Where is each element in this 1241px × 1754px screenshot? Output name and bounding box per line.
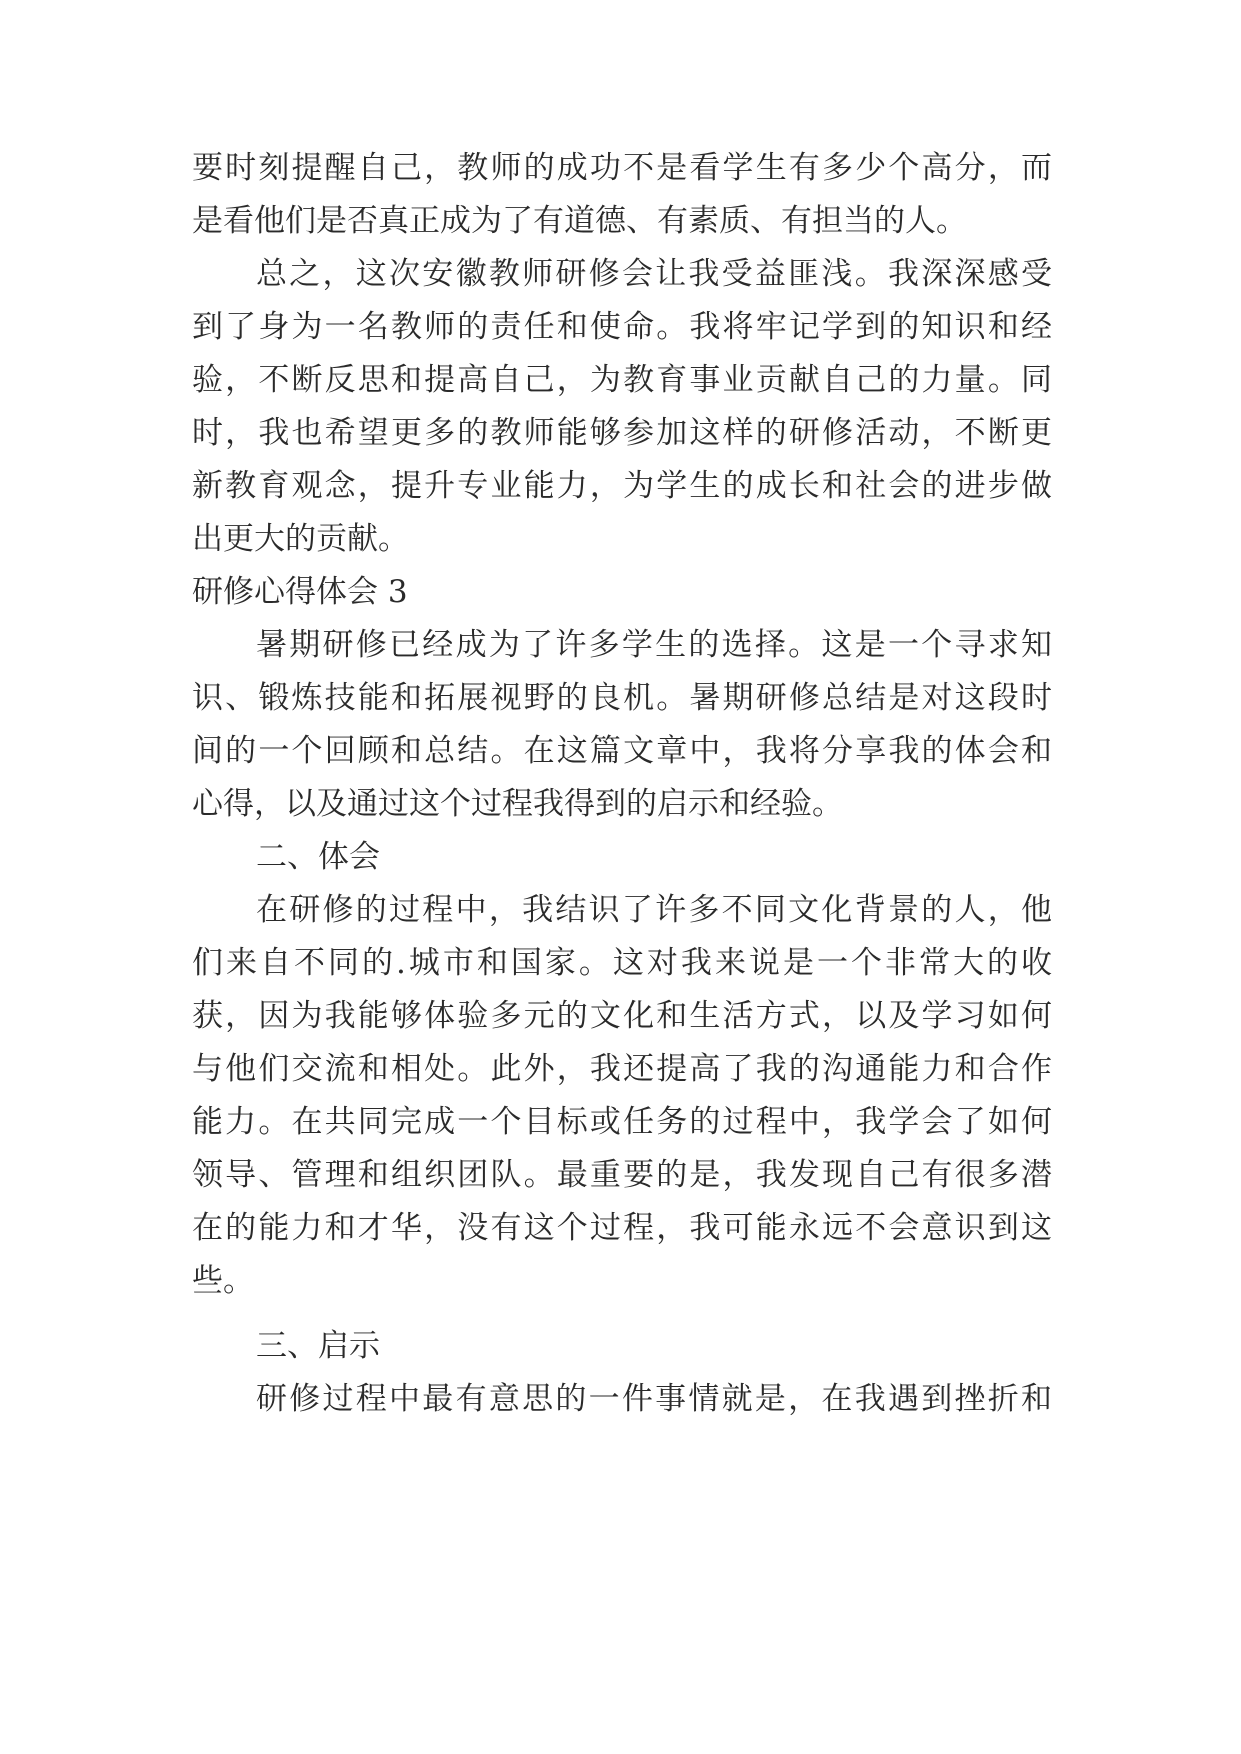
body-text-line: 获，因为我能够体验多元的文化和生活方式，以及学习如何 <box>192 998 1052 1034</box>
body-text-line: 要时刻提醒自己，教师的成功不是看学生有多少个高分，而 <box>192 150 1052 186</box>
body-text-line: 能力。在共同完成一个目标或任务的过程中，我学会了如何 <box>192 1104 1052 1140</box>
body-text-line: 到了身为一名教师的责任和使命。我将牢记学到的知识和经 <box>192 309 1052 345</box>
paragraph-start-line: 暑期研修已经成为了许多学生的选择。这是一个寻求知 <box>256 627 1052 663</box>
body-text-line: 与他们交流和相处。此外，我还提高了我的沟通能力和合作 <box>192 1051 1052 1087</box>
body-text-line: 领导、管理和组织团队。最重要的是，我发现自己有很多潜 <box>192 1157 1052 1193</box>
body-text-line: 验，不断反思和提高自己，为教育事业贡献自己的力量。同 <box>192 362 1052 398</box>
body-text-line: 些。 <box>192 1263 254 1299</box>
body-text-line: 间的一个回顾和总结。在这篇文章中，我将分享我的体会和 <box>192 733 1052 769</box>
body-text-line: 心得，以及通过这个过程我得到的启示和经验。 <box>192 786 843 822</box>
paragraph-start-line: 在研修的过程中，我结识了许多不同文化背景的人，他 <box>256 892 1052 928</box>
body-text-line: 是看他们是否真正成为了有道德、有素质、有担当的人。 <box>192 203 967 239</box>
body-text-line: 们来自不同的.城市和国家。这对我来说是一个非常大的收 <box>192 945 1052 981</box>
paragraph-start-line: 总之，这次安徽教师研修会让我受益匪浅。我深深感受 <box>256 256 1052 292</box>
subheading: 二、体会 <box>256 839 380 875</box>
section-title: 研修心得体会 3 <box>192 574 408 610</box>
body-text-line: 时，我也希望更多的教师能够参加这样的研修活动，不断更 <box>192 415 1052 451</box>
paragraph-start-line: 研修过程中最有意思的一件事情就是，在我遇到挫折和 <box>256 1381 1052 1417</box>
body-text-line: 出更大的贡献。 <box>192 521 409 557</box>
subheading: 三、启示 <box>256 1328 380 1364</box>
body-text-line: 在的能力和才华，没有这个过程，我可能永远不会意识到这 <box>192 1210 1052 1246</box>
body-text-line: 新教育观念，提升专业能力，为学生的成长和社会的进步做 <box>192 468 1052 504</box>
body-text-line: 识、锻炼技能和拓展视野的良机。暑期研修总结是对这段时 <box>192 680 1052 716</box>
